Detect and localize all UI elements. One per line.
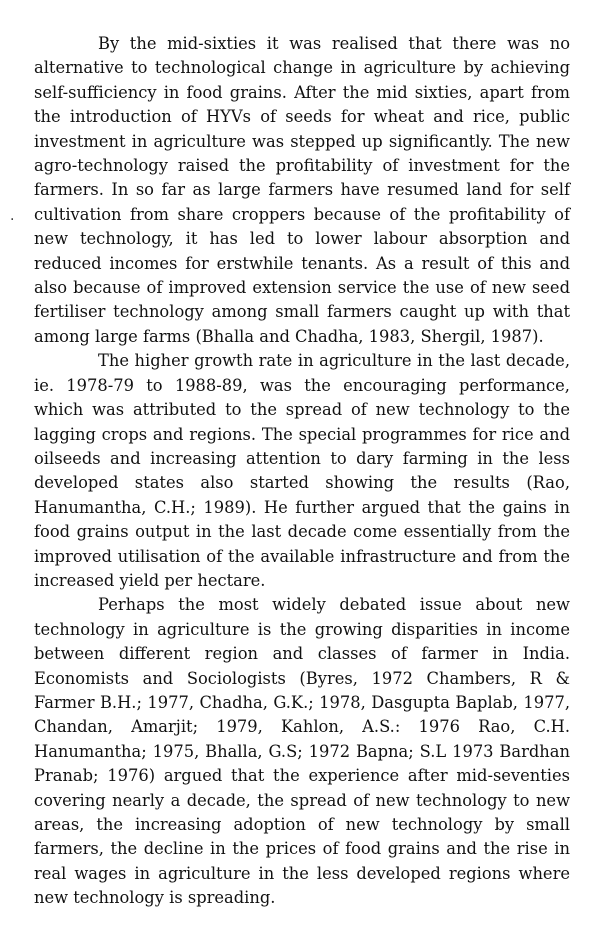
margin-dot: · [10, 212, 15, 228]
paragraph-1: By the mid-sixties it was realised that there was no alternative to technological change in agriculture by achieving self-sufficiency in food grains. After the mid sixties, apart from the introduction of HYVs of seeds for wheat and rice, public investment in agriculture was stepped up significantly. The new agro-technology raised the profitability of investment for the farmers. In so far as large farmers have resumed land for self cultivation from share croppers because of the profitability of new technology, it has led to lower labour absorption and reduced incomes for erstwhile tenants. As a result of this and also because of improved extension service the use of new seed fertiliser technology among small farmers caught up with that among large farms (Bhalla and Chadha, 1983, Shergil, 1987). [34, 34, 570, 346]
document-page [34, 32, 570, 911]
paragraph-3: Perhaps the most widely debated issue about new technology in agriculture is the growing disparities in income between different region and classes of farmer in India. Economists and Sociologists (Byres, 1972 Chambers, R & Farmer B.H.; 1977, Chadha, G.K.; 1978, Dasgupta Baplab, 1977, Chandan, Amarjit; 1979, Kahlon, A.S.: 1976 Rao, C.H. Hanumantha; 1975, Bhalla, G.S; 1972 Bapna; S.L 1973 Bardhan Pranab; 1976) argued that the experience after mid-seventies covering nearly a decade, the spread of new technology to new areas, the increasing adoption of new technology by small farmers, the decline in the prices of food grains and the rise in real wages in agriculture in the less developed regions where new technology is spreading. [34, 595, 570, 908]
paragraph-2: The higher growth rate in agriculture in the last decade, ie. 1978-79 to 1988-89, was the encouraging performance, which was attributed to the spread of new technology to the lagging crops and regions. The special programmes for rice and oilseeds and increasing attention to dary farming in the less developed states also started showing the results (Rao, Hanumantha, C.H.; 1989). He further argued that the gains in food grains output in the last decade come essentially from the improved utilisation of the available infrastructure and from the increased yield per hectare. [34, 351, 570, 590]
